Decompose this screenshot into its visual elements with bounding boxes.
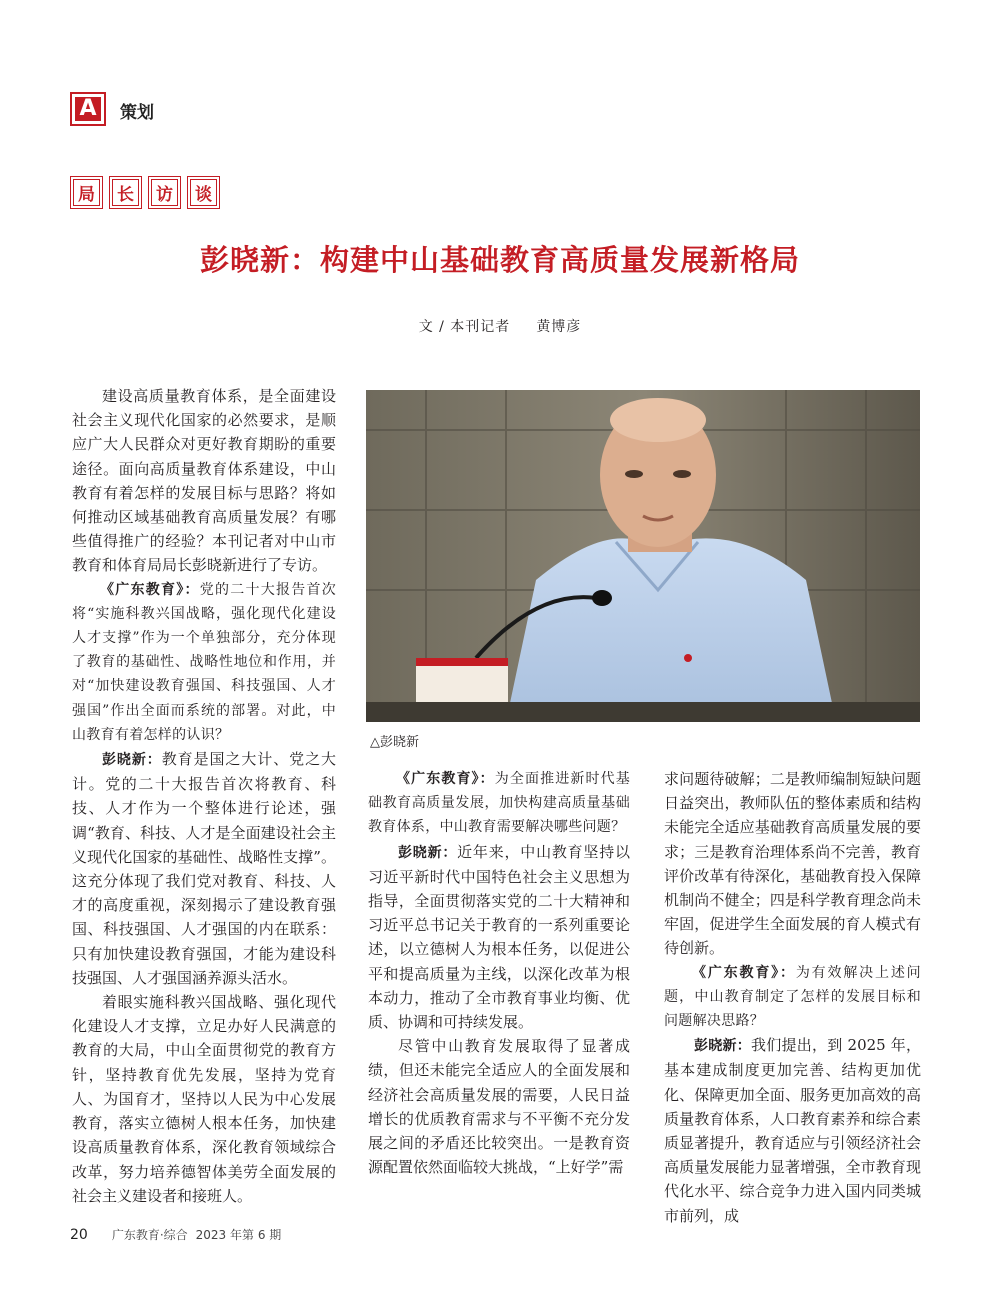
question-paragraph — [72, 578, 336, 747]
answer-speaker: 彭晓新： — [398, 844, 458, 861]
section-letter: A — [75, 97, 101, 121]
question-speaker: 《广东教育》： — [100, 581, 200, 598]
answer-paragraph — [72, 747, 336, 990]
interview-photo — [366, 390, 920, 722]
photo-caption: △彭晓新 — [370, 735, 419, 750]
question-text: 为全面推进新时代基础教育高质量发展，加快构建高质量基础教育体系，中山教育需要解决哪些问题？ — [368, 771, 630, 836]
answer-speaker: 彭晓新： — [102, 752, 162, 769]
question-text: 党的二十大报告首次将“实施科教兴国战略，强化现代化建设人才支撑”作为一个单独部分，充分体现了教育的基础性、战略性地位和作用，并对“加快建设教育强国、科技强国、人才强国”作出全面而系统的部署。对此，中山教育有着怎样的认识？ — [72, 581, 337, 743]
column-label-char: 长 — [109, 176, 142, 209]
section-name: 策划 — [120, 103, 154, 123]
text-column-1 — [72, 384, 336, 1208]
page-footer — [70, 1226, 281, 1243]
column-label-char: 谈 — [187, 176, 220, 209]
text-column-3 — [664, 767, 921, 1228]
column-label-char: 局 — [70, 176, 103, 209]
answer-text: 我们提出，到 2025 年，基本建成制度更加完善、结构更加优化、保障更加全面、服务更加高效的高质量教育体系，人口教育素养和综合素质显著提升，教育适应与引领经济社会高质量发展能力显著增强，全市教育现代化水平、综合竞争力进入国内同类城市前列，成 — [664, 1036, 921, 1225]
question-speaker: 《广东教育》： — [692, 964, 796, 981]
column-label-char: 访 — [148, 176, 181, 209]
answer-speaker: 彭晓新： — [694, 1038, 752, 1055]
paragraph: 着眼实施科教兴国战略、强化现代化建设人才支撑，立足办好人民满意的教育的大局，中山全面贯彻党的教育方针，坚持教育优先发展，坚持为党育人、为国育才，坚持以人民为中心发展教育，落实立德树人根本任务，加快建设高质量教育体系，深化教育领域综合改革，努力培养德智体美劳全面发展的社会主义建设者和接班人。 — [72, 993, 336, 1205]
question-text: 为有效解决上述问题，中山教育制定了怎样的发展目标和问题解决思路？ — [664, 964, 921, 1030]
answer-paragraph — [368, 840, 630, 1035]
continued-paragraph: 求问题待破解；二是教师编制短缺问题日益突出，教师队伍的整体素质和结构未能完全适应基础教育高质量发展的要求；三是教育治理体系尚不完善，教育评价改革有待深化，基础教育投入保障机制尚不健全；四是科学教育理念尚未牢固，促进学生全面发展的育人模式有待创新。 — [664, 770, 921, 958]
answer-text: 近年来，中山教育坚持以习近平新时代中国特色社会主义思想为指导，全面贯彻落实党的二十大精神和习近平总书记关于教育的一系列重要论述，以立德树人为根本任务，以促进公平和提高质量为主线，以深化改革为根本动力，推动了全市教育事业均衡、优质、协调和可持续发展。 — [368, 842, 630, 1032]
paragraph: 建设高质量教育体系，是全面建设社会主义现代化国家的必然要求，是顺应广大人民群众对更好教育期盼的重要途径。面向高质量教育体系建设，中山教育有着怎样的发展目标与思路？将如何推动区域基础教育高质量发展？有哪些值得推广的经验？本刊记者对中山市教育和体育局局长彭晓新进行了专访。 — [72, 387, 336, 575]
byline-author: 黄博彦 — [536, 319, 582, 335]
byline-prefix: 文 / 本刊记者 — [418, 319, 511, 335]
column-label — [70, 176, 220, 209]
paragraph: 尽管中山教育发展取得了显著成绩，但还未能完全适应人的全面发展和经济社会高质量发展的需要，人民日益增长的优质教育需求与不平衡不充分发展之间的矛盾还比较突出。一是教育资源配置依然面临较大挑战，“上好学”需 — [368, 1037, 630, 1177]
question-paragraph — [664, 961, 921, 1034]
answer-text: 教育是国之大计、党之大计。党的二十大报告首次将教育、科技、人才作为一个整体进行论述，强调“教育、科技、人才是全面建设社会主义现代化国家的基础性、战略性支撑”。这充分体现了我们党对教育、科技、人才的高度重视，深刻揭示了建设教育强国、科技强国、人才强国的内在联系：只有加快建设教育强国，才能为建设科技强国、人才强国涵养源头活水。 — [72, 750, 336, 987]
question-speaker: 《广东教育》： — [396, 771, 495, 787]
byline — [0, 316, 1000, 336]
article-title: 彭晓新：构建中山基础教育高质量发展新格局 — [199, 243, 800, 277]
section-badge — [70, 92, 106, 126]
text-column-2 — [368, 767, 630, 1179]
page-number: 20 — [70, 1227, 88, 1243]
answer-paragraph — [664, 1033, 921, 1228]
question-paragraph — [368, 767, 630, 840]
issue-label: 2023 年第 6 期 — [195, 1228, 282, 1242]
magazine-name: 广东教育·综合 — [111, 1228, 188, 1242]
